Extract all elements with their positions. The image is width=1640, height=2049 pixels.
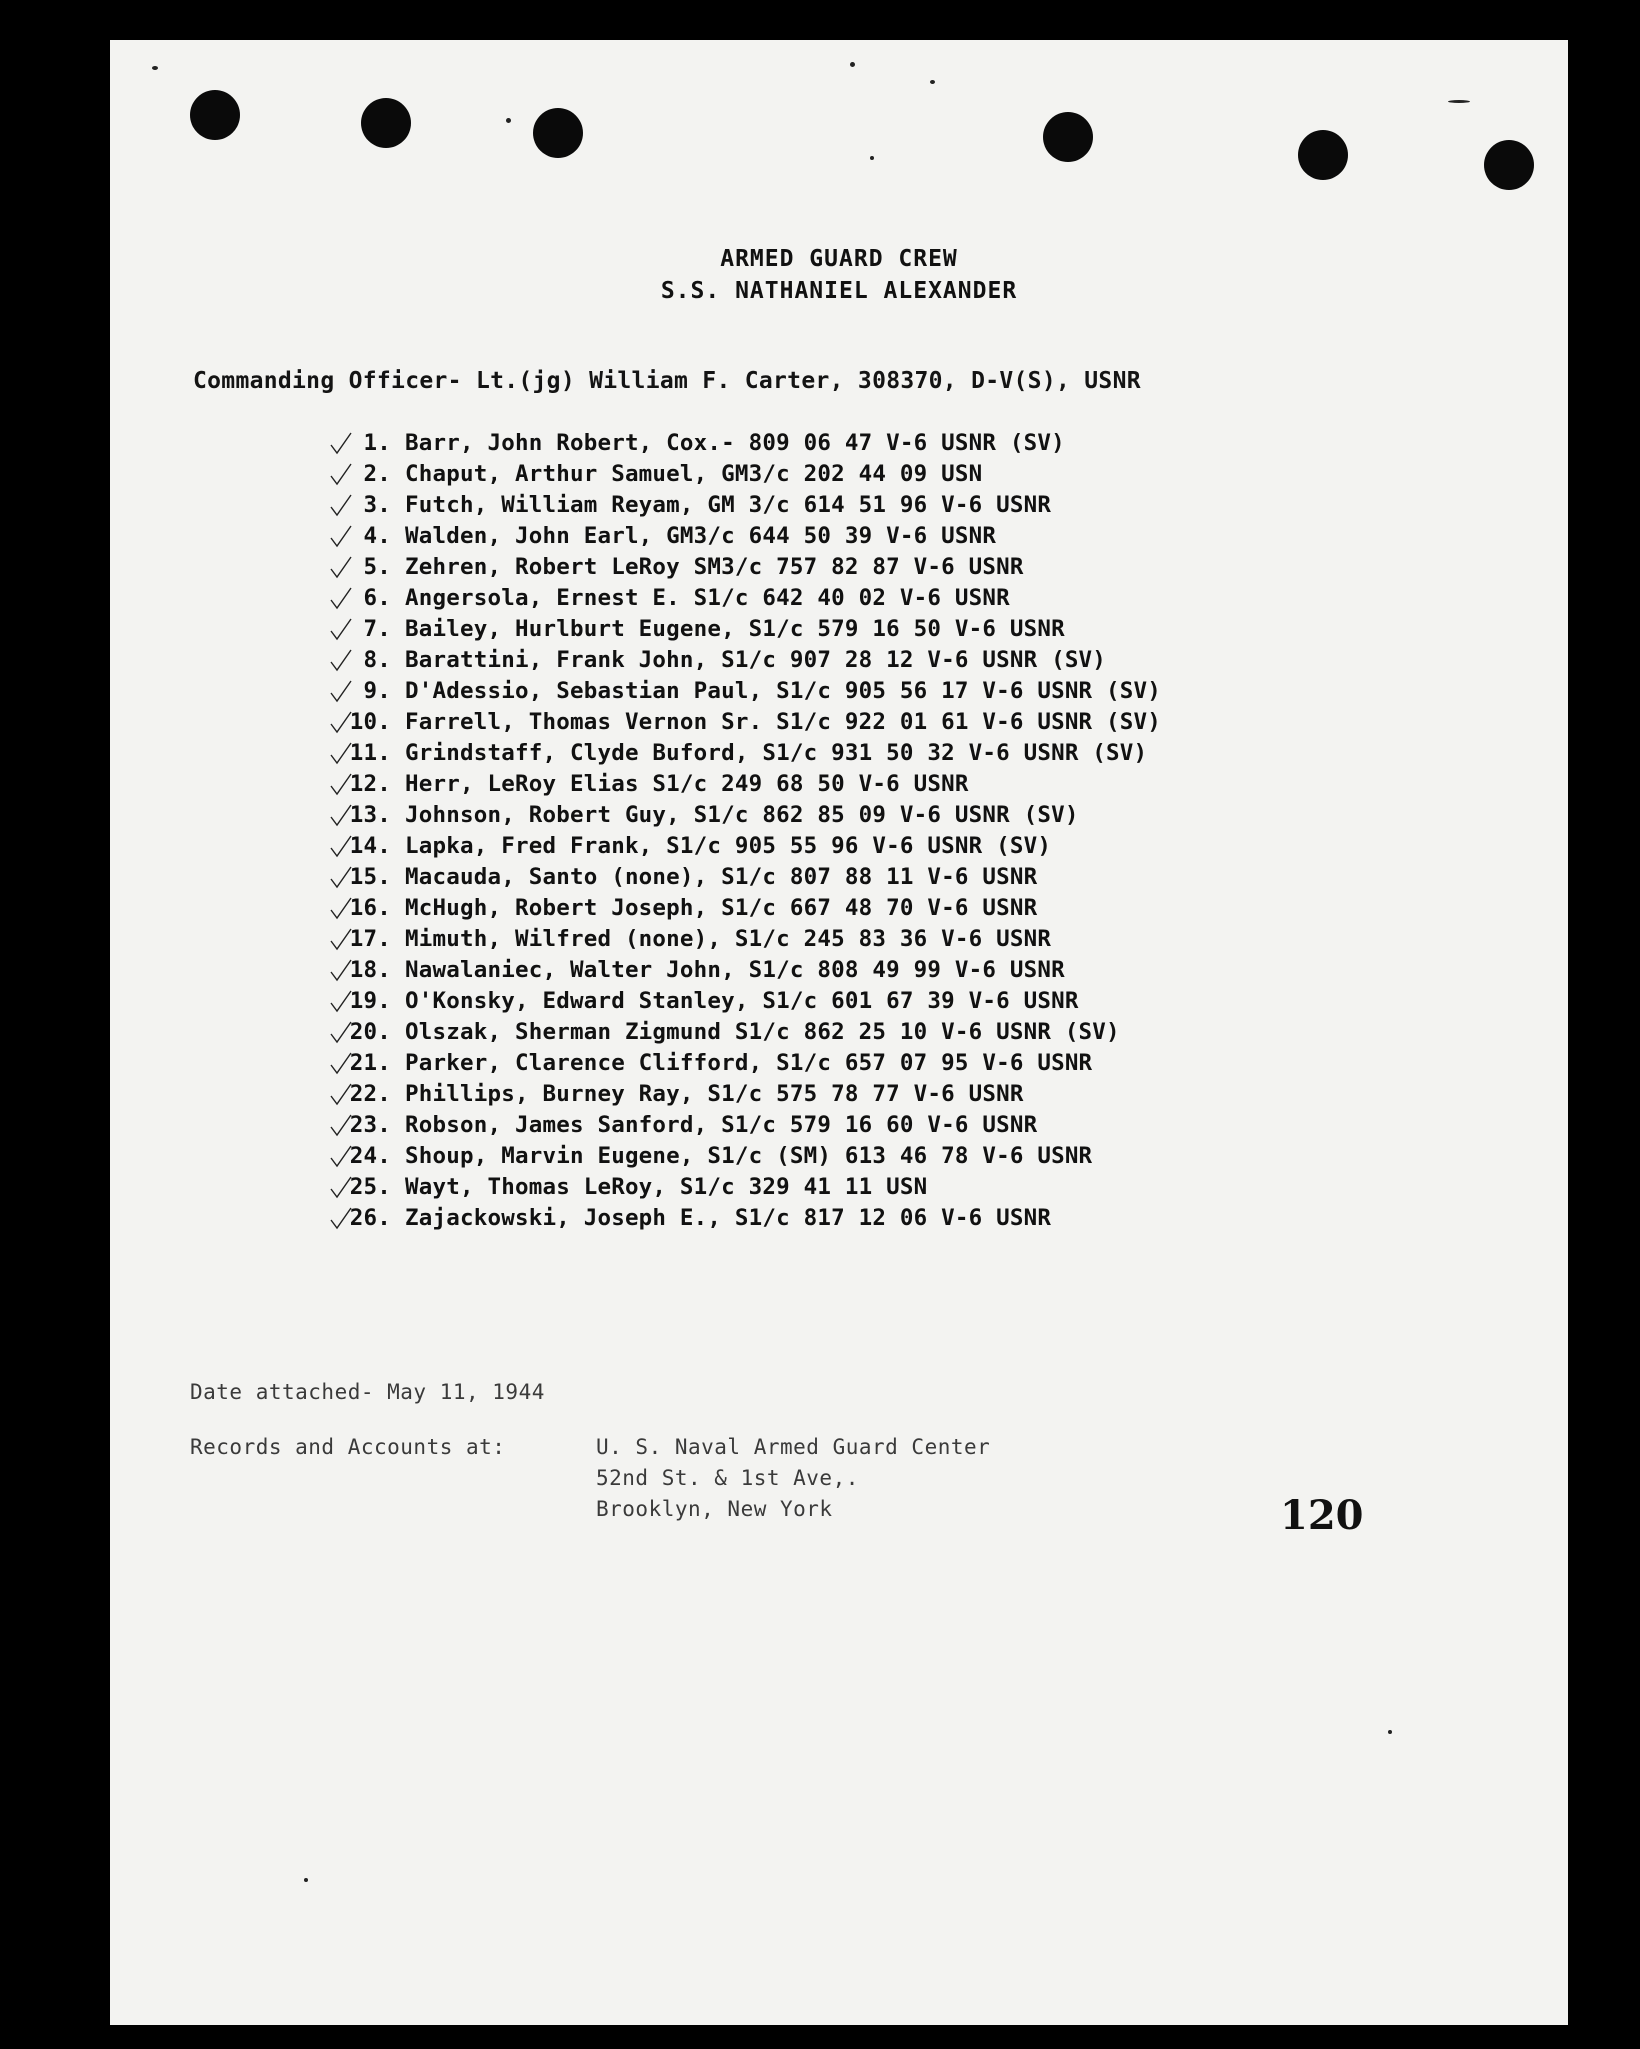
- crew-list-item: [333, 1048, 1161, 1079]
- commanding-officer: Commanding Officer- Lt.(jg) William F. Carter, 308370, D-V(S), USNR: [193, 368, 1141, 394]
- speck: [304, 1878, 308, 1882]
- date-attached: Date attached- May 11, 1944: [190, 1380, 545, 1404]
- crew-entry: Bailey, Hurlburt Eugene, S1/c 579 16 50 V-6 USNR: [405, 616, 1065, 642]
- crew-list-item: [333, 614, 1161, 645]
- crew-number: 23.: [349, 1112, 391, 1138]
- crew-list-item: [333, 645, 1161, 676]
- speck: [870, 156, 874, 160]
- ship-name: S.S. NATHANIEL ALEXANDER: [660, 278, 1018, 304]
- crew-list-item: [333, 924, 1161, 955]
- crew-number: 9.: [363, 678, 391, 704]
- crew-number: 24.: [349, 1143, 391, 1169]
- crew-list-item: [333, 769, 1161, 800]
- speck: [850, 62, 855, 67]
- crew-number: 21.: [349, 1050, 391, 1076]
- crew-number: 15.: [349, 864, 391, 890]
- crew-number: 16.: [349, 895, 391, 921]
- crew-list: [333, 428, 1161, 1234]
- crew-entry: Zehren, Robert LeRoy SM3/c 757 82 87 V-6 USNR: [405, 554, 1024, 580]
- crew-entry: Wayt, Thomas LeRoy, S1/c 329 41 11 USN: [405, 1174, 928, 1200]
- crew-list-item: [333, 1172, 1161, 1203]
- page-number: 120: [1280, 1492, 1364, 1539]
- crew-list-item: [333, 676, 1161, 707]
- crew-list-item: [333, 986, 1161, 1017]
- crew-list-item: [333, 800, 1161, 831]
- crew-entry: Herr, LeRoy Elias S1/c 249 68 50 V-6 USNR: [405, 771, 969, 797]
- crew-number: 4.: [363, 523, 391, 549]
- crew-list-item: [333, 831, 1161, 862]
- crew-list-item: [333, 738, 1161, 769]
- crew-number: 5.: [363, 554, 391, 580]
- crew-entry: Lapka, Fred Frank, S1/c 905 55 96 V-6 USNR (SV): [405, 833, 1052, 859]
- punch-hole: [361, 98, 411, 148]
- crew-list-item: [333, 1141, 1161, 1172]
- crew-number: 7.: [363, 616, 391, 642]
- crew-list-item: [333, 552, 1161, 583]
- crew-number: 18.: [349, 957, 391, 983]
- crew-number: 22.: [349, 1081, 391, 1107]
- crew-entry: Farrell, Thomas Vernon Sr. S1/c 922 01 61 V-6 USNR (SV): [405, 709, 1162, 735]
- crew-number: 12.: [349, 771, 391, 797]
- speck: [152, 66, 158, 70]
- crew-list-item: [333, 893, 1161, 924]
- crew-number: 1.: [363, 430, 391, 456]
- crew-number: 13.: [349, 802, 391, 828]
- crew-entry: Parker, Clarence Clifford, S1/c 657 07 95 V-6 USNR: [405, 1050, 1093, 1076]
- crew-list-item: [333, 955, 1161, 986]
- crew-entry: McHugh, Robert Joseph, S1/c 667 48 70 V-6 USNR: [405, 895, 1038, 921]
- crew-list-item: [333, 862, 1161, 893]
- punch-hole: [1484, 140, 1534, 190]
- document-title: ARMED GUARD CREW: [720, 246, 958, 272]
- crew-entry: Shoup, Marvin Eugene, S1/c (SM) 613 46 78 V-6 USNR: [405, 1143, 1093, 1169]
- crew-list-item: [333, 521, 1161, 552]
- crew-entry: Chaput, Arthur Samuel, GM3/c 202 44 09 USN: [405, 461, 983, 487]
- crew-number: 20.: [349, 1019, 391, 1045]
- crew-list-item: [333, 490, 1161, 521]
- crew-number: 3.: [363, 492, 391, 518]
- punch-hole: [533, 108, 583, 158]
- crew-list-item: [333, 1079, 1161, 1110]
- crew-list-item: [333, 707, 1161, 738]
- crew-entry: Robson, James Sanford, S1/c 579 16 60 V-6 USNR: [405, 1112, 1038, 1138]
- crew-entry: Barr, John Robert, Cox.- 809 06 47 V-6 USNR (SV): [405, 430, 1065, 456]
- crew-entry: Olszak, Sherman Zigmund S1/c 862 25 10 V-6 USNR (SV): [405, 1019, 1120, 1045]
- crew-entry: Angersola, Ernest E. S1/c 642 40 02 V-6 USNR: [405, 585, 1010, 611]
- crew-number: 19.: [349, 988, 391, 1014]
- crew-number: 11.: [349, 740, 391, 766]
- crew-number: 25.: [349, 1174, 391, 1200]
- speck: [1388, 1730, 1392, 1734]
- records-address-line-3: Brooklyn, New York: [596, 1497, 833, 1521]
- speck: [506, 118, 511, 123]
- crew-number: 17.: [349, 926, 391, 952]
- crew-entry: Johnson, Robert Guy, S1/c 862 85 09 V-6 USNR (SV): [405, 802, 1079, 828]
- crew-list-item: [333, 1203, 1161, 1234]
- crew-entry: D'Adessio, Sebastian Paul, S1/c 905 56 17 V-6 USNR (SV): [405, 678, 1162, 704]
- crew-list-item: [333, 583, 1161, 614]
- punch-hole: [190, 90, 240, 140]
- crew-entry: Phillips, Burney Ray, S1/c 575 78 77 V-6 USNR: [405, 1081, 1024, 1107]
- crew-number: 8.: [363, 647, 391, 673]
- punch-hole: [1043, 112, 1093, 162]
- crew-number: 2.: [363, 461, 391, 487]
- crew-entry: Barattini, Frank John, S1/c 907 28 12 V-6 USNR (SV): [405, 647, 1107, 673]
- crew-entry: Futch, William Reyam, GM 3/c 614 51 96 V-6 USNR: [405, 492, 1052, 518]
- crew-list-item: [333, 1017, 1161, 1048]
- records-address-line-2: 52nd St. & 1st Ave,.: [596, 1466, 859, 1490]
- punch-hole: [1298, 130, 1348, 180]
- crew-number: 10.: [349, 709, 391, 735]
- crew-entry: Nawalaniec, Walter John, S1/c 808 49 99 V-6 USNR: [405, 957, 1065, 983]
- crew-entry: Macauda, Santo (none), S1/c 807 88 11 V-6 USNR: [405, 864, 1038, 890]
- records-address-line-1: U. S. Naval Armed Guard Center: [596, 1435, 991, 1459]
- crew-number: 26.: [349, 1205, 391, 1231]
- crew-entry: Grindstaff, Clyde Buford, S1/c 931 50 32 V-6 USNR (SV): [405, 740, 1148, 766]
- crew-entry: Zajackowski, Joseph E., S1/c 817 12 06 V-6 USNR: [405, 1205, 1052, 1231]
- crew-entry: Mimuth, Wilfred (none), S1/c 245 83 36 V-6 USNR: [405, 926, 1052, 952]
- crew-number: 6.: [363, 585, 391, 611]
- crew-list-item: [333, 428, 1161, 459]
- speck: [930, 80, 935, 84]
- document-page: [110, 40, 1568, 2025]
- crew-list-item: [333, 459, 1161, 490]
- crew-list-item: [333, 1110, 1161, 1141]
- crew-entry: O'Konsky, Edward Stanley, S1/c 601 67 39 V-6 USNR: [405, 988, 1079, 1014]
- records-label: Records and Accounts at:: [190, 1435, 506, 1459]
- speck: [1448, 100, 1470, 103]
- crew-entry: Walden, John Earl, GM3/c 644 50 39 V-6 USNR: [405, 523, 997, 549]
- crew-number: 14.: [349, 833, 391, 859]
